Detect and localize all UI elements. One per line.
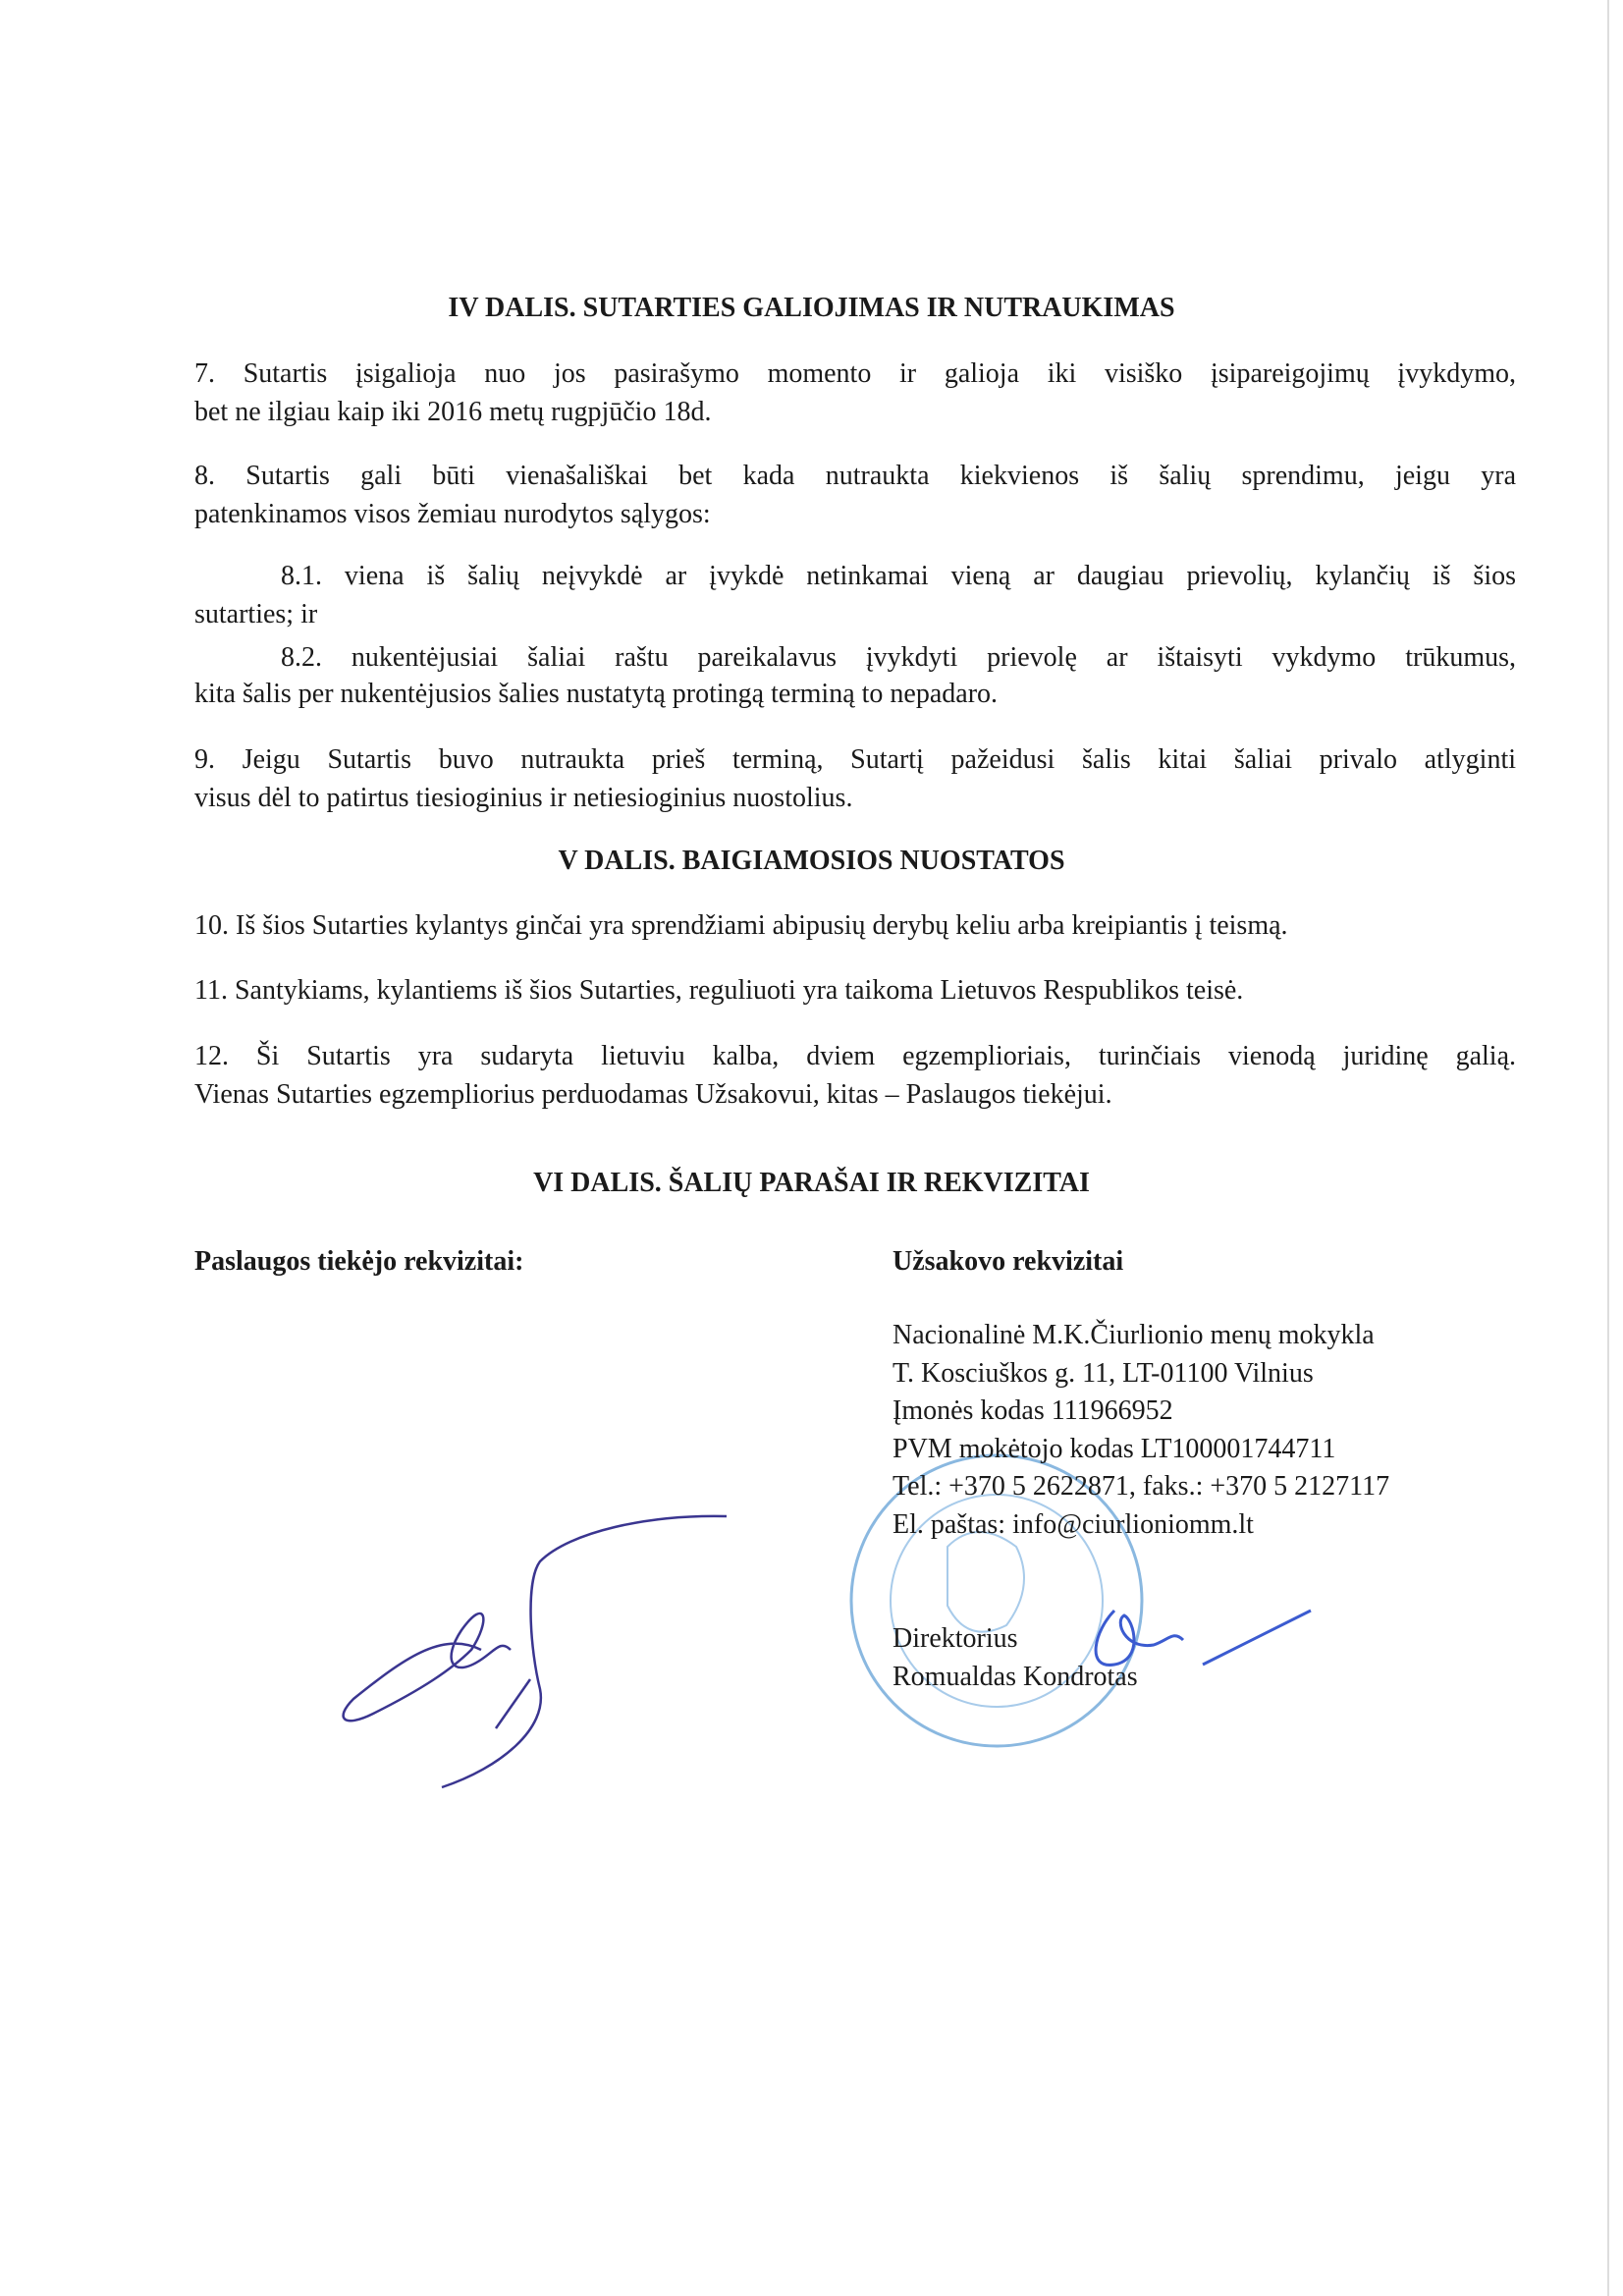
customer-phone-fax: Tel.: +370 5 2622871, faks.: +370 5 2127117 [893, 1471, 1390, 1502]
clause-7-line-1: 7. Sutartis įsigalioja nuo jos pasirašymo momento ir galioja iki visiško įsipareigojimų įvykdymo, [194, 358, 1516, 389]
customer-company-code: Įmonės kodas 111966952 [893, 1395, 1173, 1426]
clause-9-line-1: 9. Jeigu Sutartis buvo nutraukta prieš terminą, Sutartį pažeidusi šalis kitai šaliai privalo atlyginti [194, 744, 1516, 775]
clause-8-2-line-1: 8.2. nukentėjusiai šaliai raštu pareikalavus įvykdyti prievolę ar ištaisyti vykdymo trūkumus, [281, 642, 1516, 673]
clause-12-line-1: 12. Ši Sutartis yra sudaryta lietuviu kalba, dviem egzemplioriais, turinčiais vienodą juridinę galią. [194, 1041, 1516, 1071]
customer-vat-code: PVM mokėtojo kodas LT100001744711 [893, 1434, 1336, 1464]
signer-role: Direktorius [893, 1623, 1018, 1654]
scan-edge [1607, 0, 1609, 2296]
customer-details-title: Užsakovo rekvizitai [893, 1246, 1124, 1277]
clause-8-2-line-2: kita šalis per nukentėjusios šalies nustatytą protingą terminą to nepadaro. [194, 679, 999, 709]
clause-7-line-2: bet ne ilgiau kaip iki 2016 metų rugpjūčio 18d. [194, 397, 712, 427]
clause-10: 10. Iš šios Sutarties kylantys ginčai yra sprendžiami abipusių derybų keliu arba kreipiantis į teismą. [194, 910, 1288, 941]
supplier-details-title: Paslaugos tiekėjo rekvizitai: [194, 1246, 524, 1277]
customer-email: El. paštas: info@ciurlioniomm.lt [893, 1509, 1254, 1540]
clause-8-line-2: patenkinamos visos žemiau nurodytos sąlygos: [194, 499, 711, 529]
director-signature [1075, 1591, 1321, 1689]
section-6-heading: VI DALIS. ŠALIŲ PARAŠAI IR REKVIZITAI [533, 1168, 1090, 1198]
clause-8-1-line-2: sutarties; ir [194, 599, 318, 629]
section-5-heading: V DALIS. BAIGIAMOSIOS NUOSTATOS [558, 846, 1065, 876]
clause-9-line-2: visus dėl to patirtus tiesioginius ir netiesioginius nuostolius. [194, 783, 853, 813]
section-4-heading: IV DALIS. SUTARTIES GALIOJIMAS IR NUTRAUKIMAS [448, 293, 1175, 323]
clause-11: 11. Santykiams, kylantiems iš šios Sutarties, reguliuoti yra taikoma Lietuvos Respublikos teisė. [194, 975, 1244, 1006]
clause-8-line-1: 8. Sutartis gali būti vienašališkai bet kada nutraukta kiekvienos iš šalių sprendimu, jeigu yra [194, 461, 1516, 491]
customer-address: T. Kosciuškos g. 11, LT-01100 Vilnius [893, 1358, 1314, 1389]
supplier-signature [324, 1503, 736, 1797]
clause-12-line-2: Vienas Sutarties egzempliorius perduodamas Užsakovui, kitas – Paslaugos tiekėjui. [194, 1079, 1112, 1110]
clause-8-1-line-1: 8.1. viena iš šalių neįvykdė ar įvykdė netinkamai vieną ar daugiau prievolių, kylančių iš šios [281, 561, 1516, 591]
customer-name: Nacionalinė M.K.Čiurlionio menų mokykla [893, 1320, 1375, 1350]
signer-name: Romualdas Kondrotas [893, 1662, 1138, 1692]
